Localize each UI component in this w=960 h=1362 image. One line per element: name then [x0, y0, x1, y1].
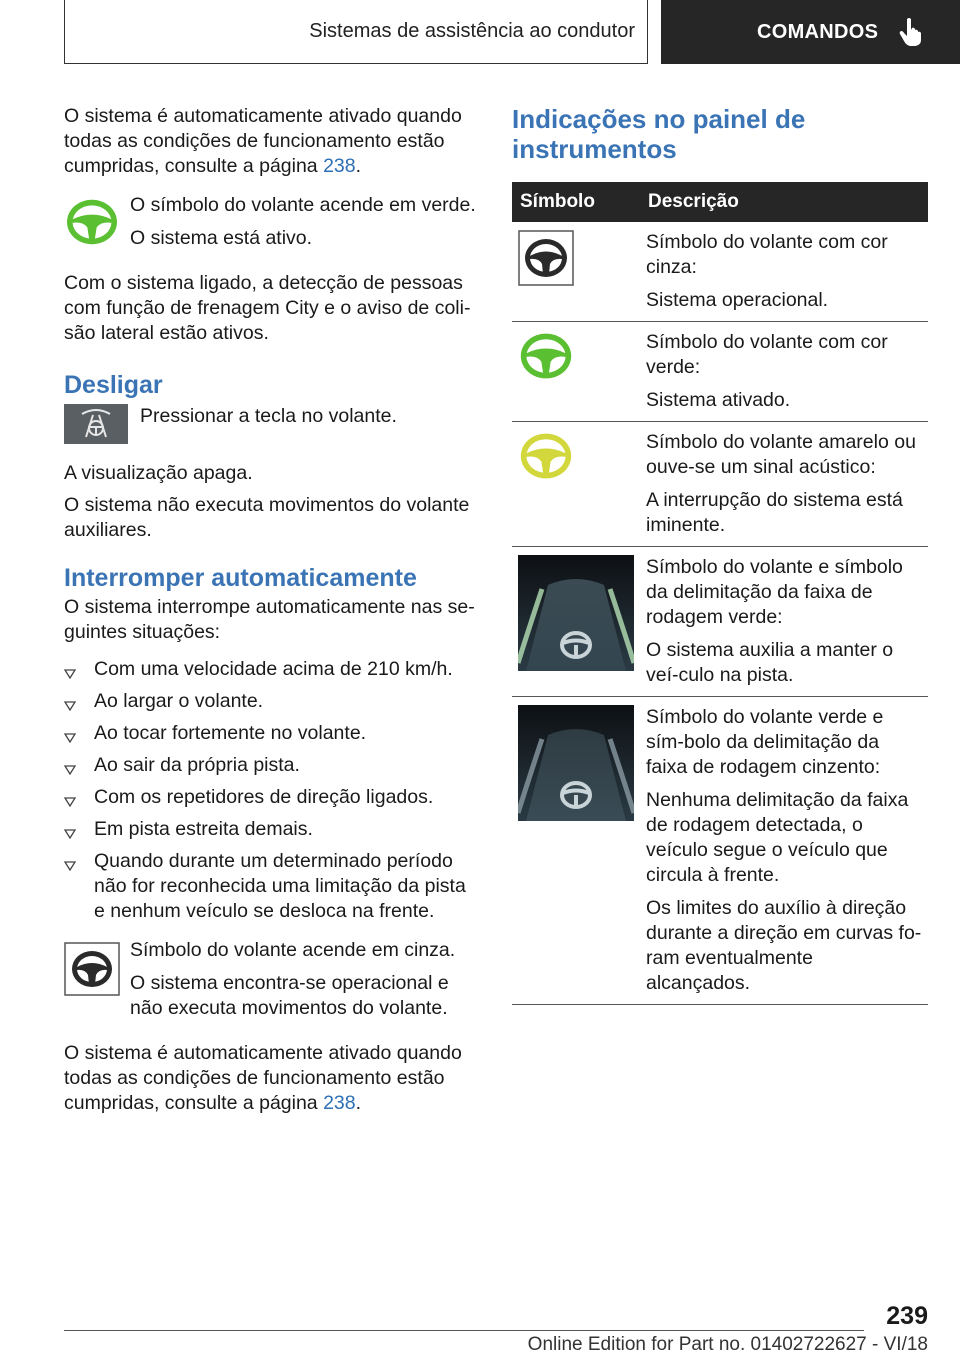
lane-green-steering-icon: [518, 555, 634, 671]
description-cell: [640, 422, 928, 547]
description-cell: [640, 322, 928, 422]
table-row: [512, 222, 928, 322]
list-item: [64, 689, 480, 714]
green-line-2: O sistema está ativo.: [130, 227, 313, 249]
row-line-2: Nenhuma delimitação da faixa de rodagem detectada, o veículo segue o veículo que circula à frente.: [646, 789, 909, 886]
description-cell: [640, 547, 928, 697]
gray-symbol-row: [64, 938, 480, 1029]
row-line-3: Os limites do auxílio à direção durante a direção em curvas fo‐ram eventualmente alcançados.: [646, 897, 922, 994]
col-header-description: Descrição: [640, 182, 928, 222]
list-item-text: Ao largar o volante.: [94, 690, 264, 712]
button-row: [64, 404, 480, 449]
description-cell: [640, 697, 928, 1005]
button-instruction: Pressionar a tecla no volante.: [140, 405, 397, 427]
table-row: [512, 547, 928, 697]
steering-assist-button-icon: [64, 404, 128, 444]
symbol-cell: [512, 322, 640, 422]
period: .: [355, 1092, 362, 1114]
page-link[interactable]: 238: [323, 1092, 356, 1114]
icon-cell: [64, 938, 130, 1029]
list-item-text: Com uma velocidade acima de 210 km/h.: [94, 658, 453, 680]
table-row: [512, 322, 928, 422]
gray-steering-wheel-icon: [518, 230, 574, 286]
row-line-1: Símbolo do volante amarelo ou ouve-se um sinal acústico:: [646, 431, 916, 478]
auto-activation-paragraph: [64, 104, 480, 179]
gray-line-1: Símbolo do volante acende em cinza.: [130, 939, 456, 961]
heading-indicacoes: Indicações no painel de instrumentos: [512, 104, 806, 164]
right-column: [512, 104, 928, 1005]
list-item-text: Ao tocar fortemente no volante.: [94, 722, 367, 744]
list-item: [64, 721, 480, 746]
list-item-text: Em pista estreita demais.: [94, 818, 313, 840]
left-column: [64, 104, 480, 1128]
section-title: Sistemas de assistência ao condutor: [309, 20, 635, 42]
heading-desligar: Desligar: [64, 371, 163, 399]
page-number: 239: [886, 1302, 928, 1330]
chapter-title: COMANDOS: [757, 20, 879, 43]
list-item: [64, 785, 480, 810]
chapter-tab: [661, 0, 960, 64]
gray-line-2: O sistema encontra-se operacional e não executa movimentos do volante.: [130, 972, 449, 1019]
period: .: [355, 155, 362, 177]
symbol-cell: [512, 222, 640, 322]
list-item: [64, 849, 480, 924]
description-cell: [640, 222, 928, 322]
triangle-bullet-icon: [64, 785, 78, 807]
green-line-1: O símbolo do volante acende em verde.: [130, 194, 476, 216]
triangle-bullet-icon: [64, 657, 78, 679]
systems-active-paragraph: Com o sistema ligado, a detecção de pessoas com função de frenagem City e o aviso de coli‐são lateral estão ativos.: [64, 272, 471, 344]
gray-steering-wheel-icon: [64, 942, 120, 996]
green-symbol-text: [130, 193, 476, 259]
list-item-text: Com os repetidores de direção ligados.: [94, 786, 434, 808]
green-steering-wheel-icon: [518, 330, 574, 382]
indicator-table: [512, 182, 928, 1005]
triangle-bullet-icon: [64, 753, 78, 775]
table-header-row: [512, 182, 928, 222]
triangle-bullet-icon: [64, 817, 78, 839]
row-line-2: Sistema ativado.: [646, 389, 791, 411]
green-symbol-row: [64, 193, 480, 259]
row-line-1: Símbolo do volante e símbolo da delimitação da faixa de rodagem verde:: [646, 556, 903, 628]
edition-note: Online Edition for Part no. 01402722627 - VI/18: [527, 1334, 928, 1355]
page-link[interactable]: 238: [323, 155, 356, 177]
auto-activation-paragraph-2: [64, 1041, 480, 1116]
triangle-bullet-icon: [64, 689, 78, 711]
list-item: [64, 817, 480, 842]
paragraph-text: O sistema é automaticamente ativado quando todas as condições de funcionamento estão cumpridas, consulte a página: [64, 105, 462, 177]
lane-gray-steering-icon: [518, 705, 634, 821]
table-row: [512, 697, 928, 1005]
col-header-symbol: Símbolo: [512, 182, 640, 222]
pointing-hand-icon: [898, 17, 924, 47]
no-steering-text: O sistema não executa movimentos do volante auxiliares.: [64, 494, 470, 541]
list-item: [64, 657, 480, 682]
paragraph-text: O sistema é automaticamente ativado quando todas as condições de funcionamento estão cumpridas, consulte a página: [64, 1042, 462, 1114]
interrupt-intro: O sistema interrompe automaticamente nas se‐guintes situações:: [64, 596, 475, 643]
interrupt-list: [64, 657, 480, 924]
button-text: [140, 404, 397, 449]
symbol-cell: [512, 547, 640, 697]
icon-cell: [64, 404, 140, 449]
triangle-bullet-icon: [64, 849, 78, 871]
list-item: [64, 753, 480, 778]
symbol-cell: [512, 422, 640, 547]
yellow-steering-wheel-icon: [518, 430, 574, 482]
green-steering-wheel-icon: [64, 197, 120, 247]
list-item-text: Quando durante um determinado período não for reconhecida uma limitação da pista e nenhum veículo se desloca na frente.: [94, 850, 466, 922]
list-item-text: Ao sair da própria pista.: [94, 754, 300, 776]
heading-interromper: Interromper automaticamente: [64, 564, 417, 592]
row-line-1: Símbolo do volante com cor verde:: [646, 331, 888, 378]
symbol-cell: [512, 697, 640, 1005]
triangle-bullet-icon: [64, 721, 78, 743]
table-row: [512, 422, 928, 547]
display-off-text: A visualização apaga.: [64, 462, 253, 484]
footer-divider: [64, 1330, 864, 1331]
icon-cell: [64, 193, 130, 259]
row-line-2: O sistema auxilia a manter o veí‐culo na pista.: [646, 639, 894, 686]
row-line-2: A interrupção do sistema está iminente.: [646, 489, 903, 536]
gray-symbol-text: [130, 938, 480, 1029]
row-line-1: Símbolo do volante verde e sím‐bolo da delimitação da faixa de rodagem cinzento:: [646, 706, 884, 778]
row-line-1: Símbolo do volante com cor cinza:: [646, 231, 888, 278]
header-section-title-box: [64, 0, 648, 64]
row-line-2: Sistema operacional.: [646, 289, 829, 311]
